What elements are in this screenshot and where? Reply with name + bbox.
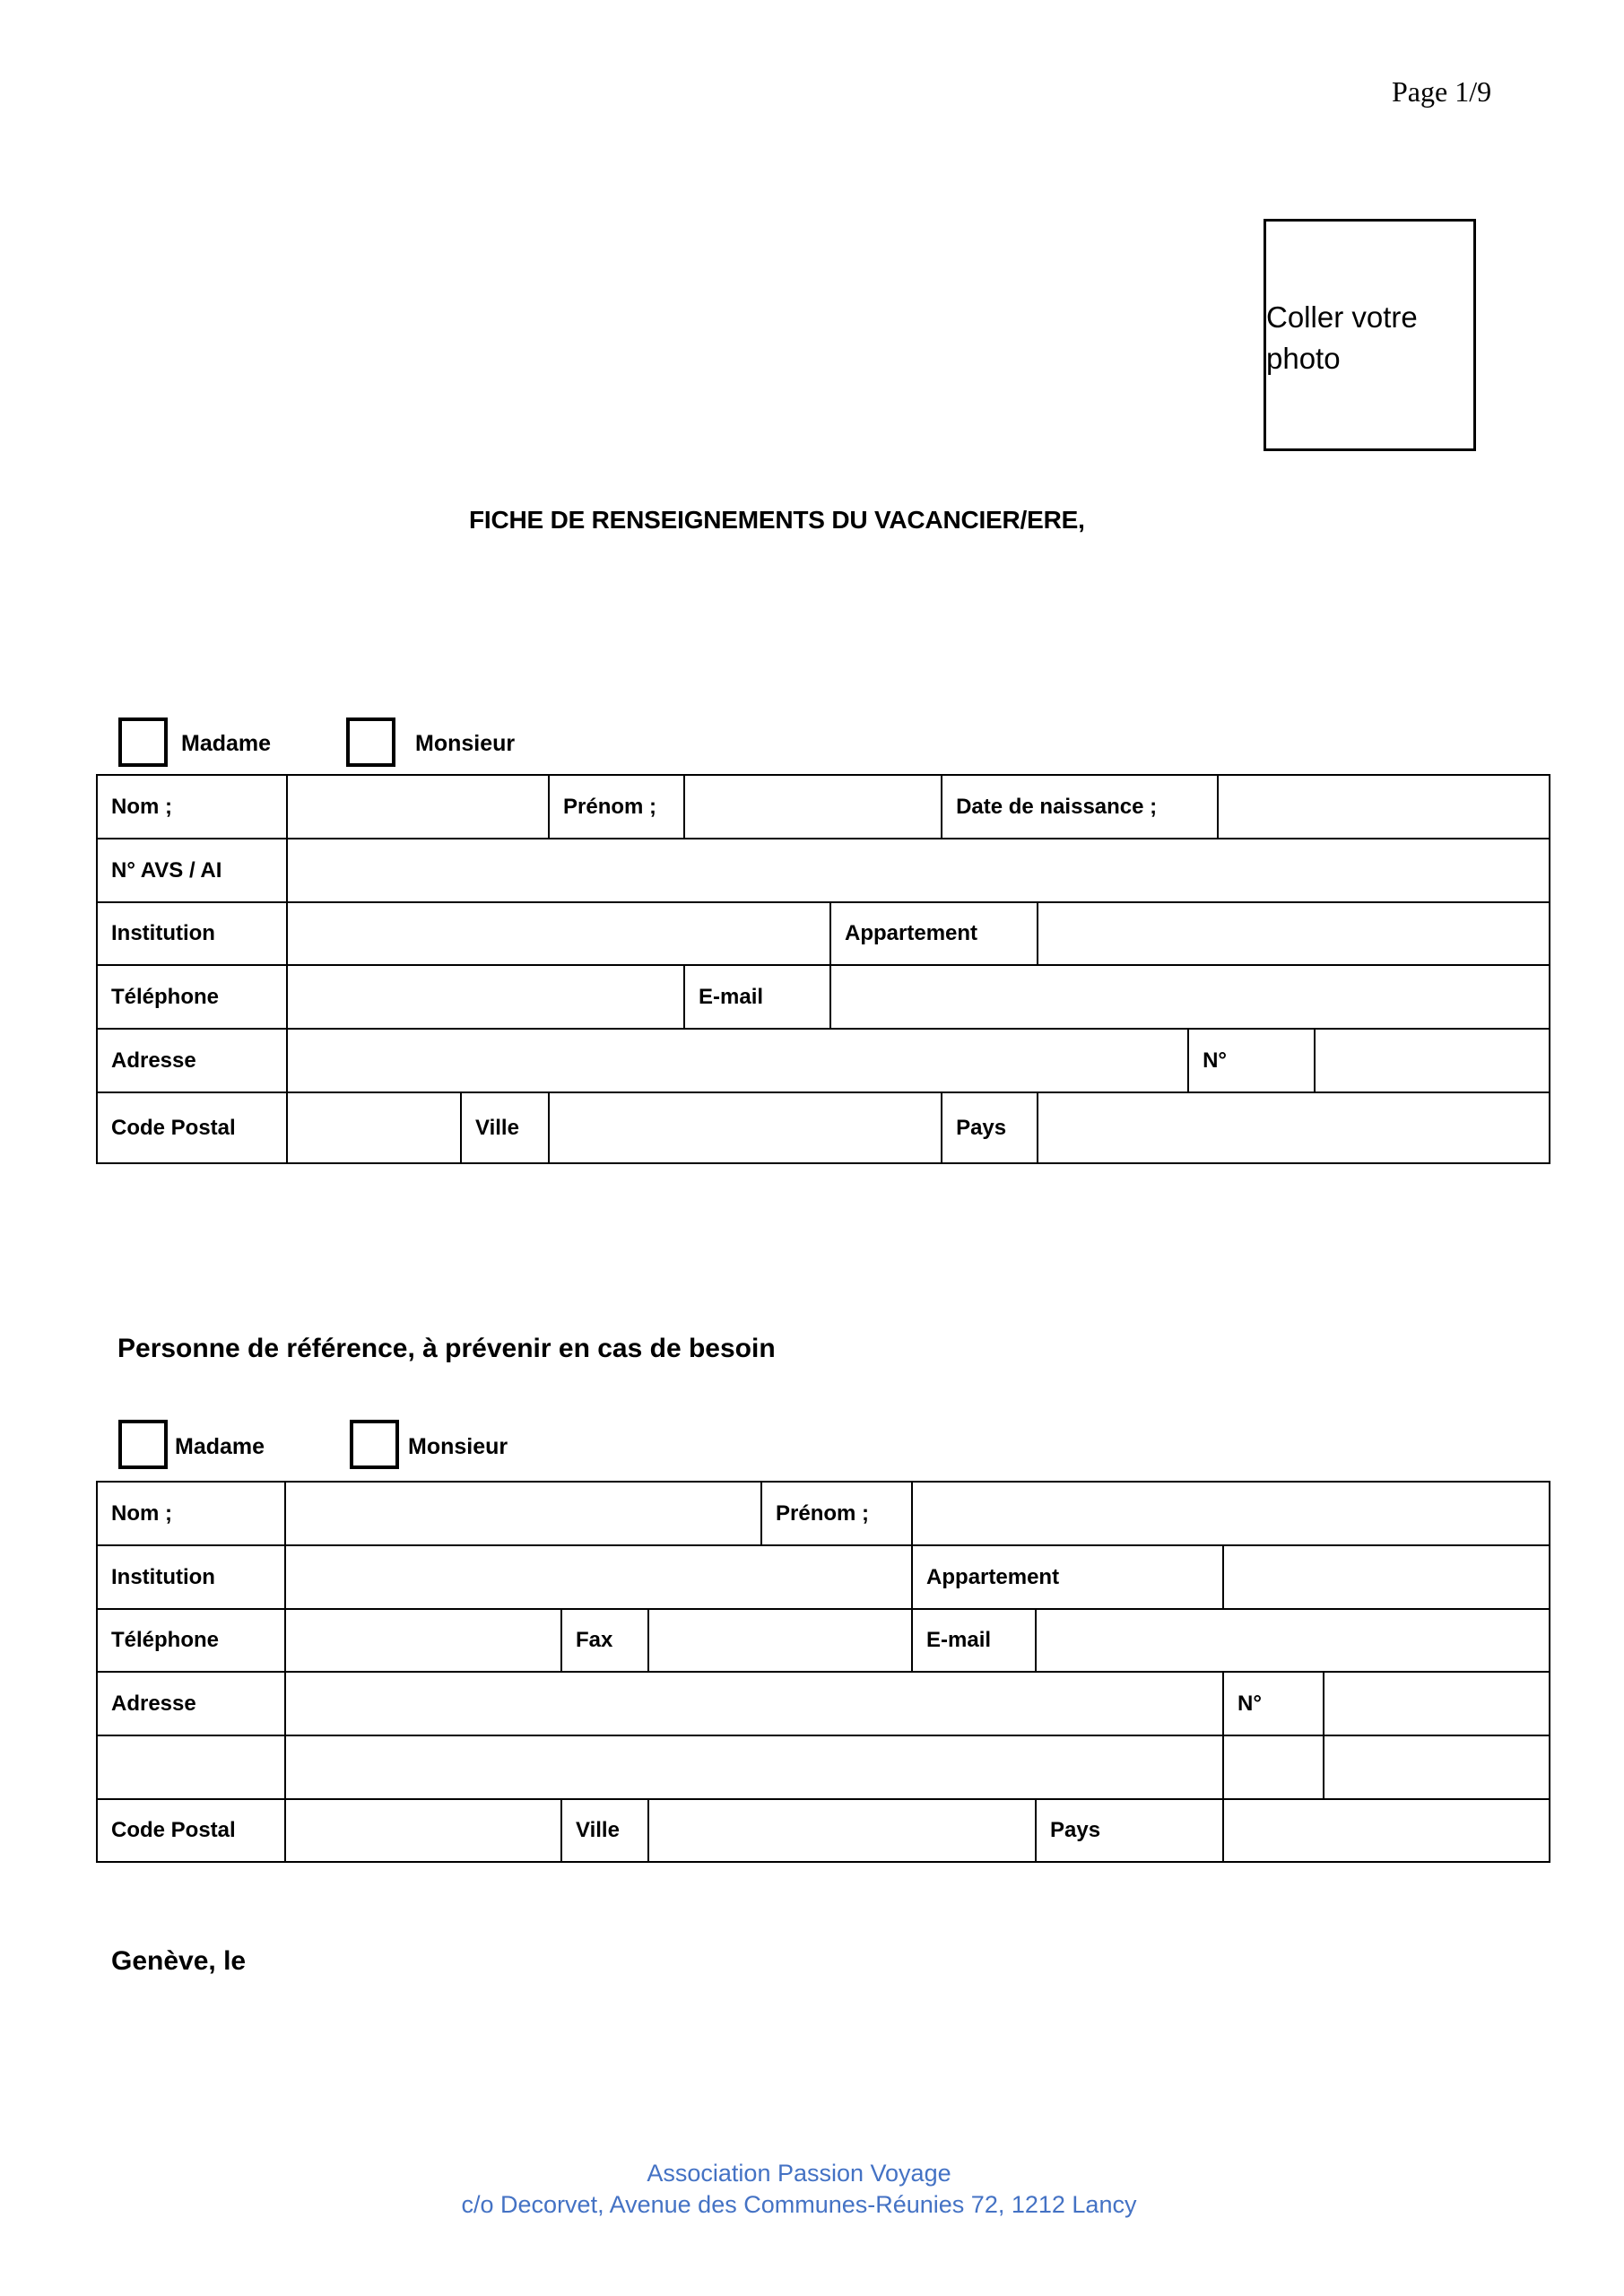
field-nom[interactable] (287, 775, 549, 839)
checkbox-madame-label: Madame (181, 731, 272, 756)
page-number: Page 1/9 (1392, 75, 1492, 108)
ref-field-email[interactable] (1036, 1609, 1550, 1672)
ref-field-code-postal[interactable] (285, 1799, 561, 1862)
reference-checkbox-monsieur-label: Monsieur (408, 1434, 508, 1459)
label-prenom: Prénom ; (549, 775, 684, 839)
field-numero[interactable] (1315, 1029, 1550, 1092)
ref-field-adresse-2[interactable] (285, 1735, 1223, 1799)
reference-checkbox-madame[interactable] (118, 1420, 168, 1469)
ref-row-nom (97, 1482, 1550, 1545)
ref-field-numero[interactable] (1324, 1672, 1550, 1735)
place-date-label: Genève, le (111, 1946, 247, 1976)
label-date-naissance: Date de naissance ; (942, 775, 1218, 839)
ref-field-ville[interactable] (648, 1799, 1036, 1862)
ref-label-pays: Pays (1036, 1799, 1223, 1862)
label-appartement: Appartement (830, 902, 1038, 965)
ref-field-fax[interactable] (648, 1609, 912, 1672)
checkbox-madame[interactable] (118, 718, 168, 767)
ref-label-appartement: Appartement (912, 1545, 1223, 1609)
ref-field-adresse[interactable] (285, 1672, 1223, 1735)
ref-label-code-postal: Code Postal (97, 1799, 285, 1862)
ref-field-nom[interactable] (285, 1482, 761, 1545)
field-ville[interactable] (549, 1092, 942, 1163)
field-pays[interactable] (1038, 1092, 1550, 1163)
label-nom: Nom ; (97, 775, 287, 839)
label-adresse: Adresse (97, 1029, 287, 1092)
field-date-naissance[interactable] (1218, 775, 1550, 839)
ref-field-institution[interactable] (285, 1545, 912, 1609)
label-institution: Institution (97, 902, 287, 965)
row-telephone (97, 965, 1550, 1029)
label-telephone: Téléphone (97, 965, 287, 1029)
reference-info-table (96, 1481, 1550, 1863)
ref-label-empty (97, 1735, 285, 1799)
form-title: FICHE DE RENSEIGNEMENTS DU VACANCIER/ERE, (469, 506, 1085, 534)
row-code-postal (97, 1092, 1550, 1163)
field-avs[interactable] (287, 839, 1550, 902)
reference-heading: Personne de référence, à prévenir en cas de besoin (117, 1334, 776, 1363)
footer-line-1: Association Passion Voyage (647, 2160, 951, 2187)
ref-row-institution (97, 1545, 1550, 1609)
reference-checkbox-madame-label: Madame (175, 1434, 265, 1459)
ref-label-numero: N° (1223, 1672, 1324, 1735)
photo-placeholder-box[interactable] (1264, 219, 1476, 451)
vacancier-info-table (96, 774, 1550, 1164)
label-ville: Ville (461, 1092, 549, 1163)
ref-field-telephone[interactable] (285, 1609, 561, 1672)
ref-label-telephone: Téléphone (97, 1609, 285, 1672)
field-telephone[interactable] (287, 965, 684, 1029)
label-code-postal: Code Postal (97, 1092, 287, 1163)
row-institution (97, 902, 1550, 965)
ref-label-adresse: Adresse (97, 1672, 285, 1735)
ref-row-code-postal (97, 1799, 1550, 1862)
photo-placeholder-label: Coller votre photo (1266, 300, 1418, 375)
ref-field-numero-2b[interactable] (1324, 1735, 1550, 1799)
ref-row-adresse-2 (97, 1735, 1550, 1799)
ref-label-fax: Fax (561, 1609, 648, 1672)
label-numero: N° (1188, 1029, 1315, 1092)
field-appartement[interactable] (1038, 902, 1550, 965)
row-avs (97, 839, 1550, 902)
field-adresse[interactable] (287, 1029, 1188, 1092)
ref-row-adresse (97, 1672, 1550, 1735)
label-email: E-mail (684, 965, 830, 1029)
field-prenom[interactable] (684, 775, 942, 839)
reference-checkbox-monsieur[interactable] (350, 1420, 399, 1469)
field-institution[interactable] (287, 902, 830, 965)
ref-field-numero-2a[interactable] (1223, 1735, 1324, 1799)
ref-label-prenom: Prénom ; (761, 1482, 912, 1545)
field-code-postal[interactable] (287, 1092, 461, 1163)
row-adresse (97, 1029, 1550, 1092)
row-nom (97, 775, 1550, 839)
ref-label-institution: Institution (97, 1545, 285, 1609)
checkbox-monsieur[interactable] (346, 718, 395, 767)
ref-label-nom: Nom ; (97, 1482, 285, 1545)
ref-label-ville: Ville (561, 1799, 648, 1862)
label-avs: N° AVS / AI (97, 839, 287, 902)
ref-field-pays[interactable] (1223, 1799, 1550, 1862)
field-email[interactable] (830, 965, 1550, 1029)
ref-field-appartement[interactable] (1223, 1545, 1550, 1609)
footer-line-2: c/o Decorvet, Avenue des Communes-Réunies 72, 1212 Lancy (461, 2191, 1137, 2218)
checkbox-monsieur-label: Monsieur (415, 731, 516, 756)
ref-label-email: E-mail (912, 1609, 1036, 1672)
label-pays: Pays (942, 1092, 1038, 1163)
ref-field-prenom[interactable] (912, 1482, 1550, 1545)
ref-row-telephone (97, 1609, 1550, 1672)
